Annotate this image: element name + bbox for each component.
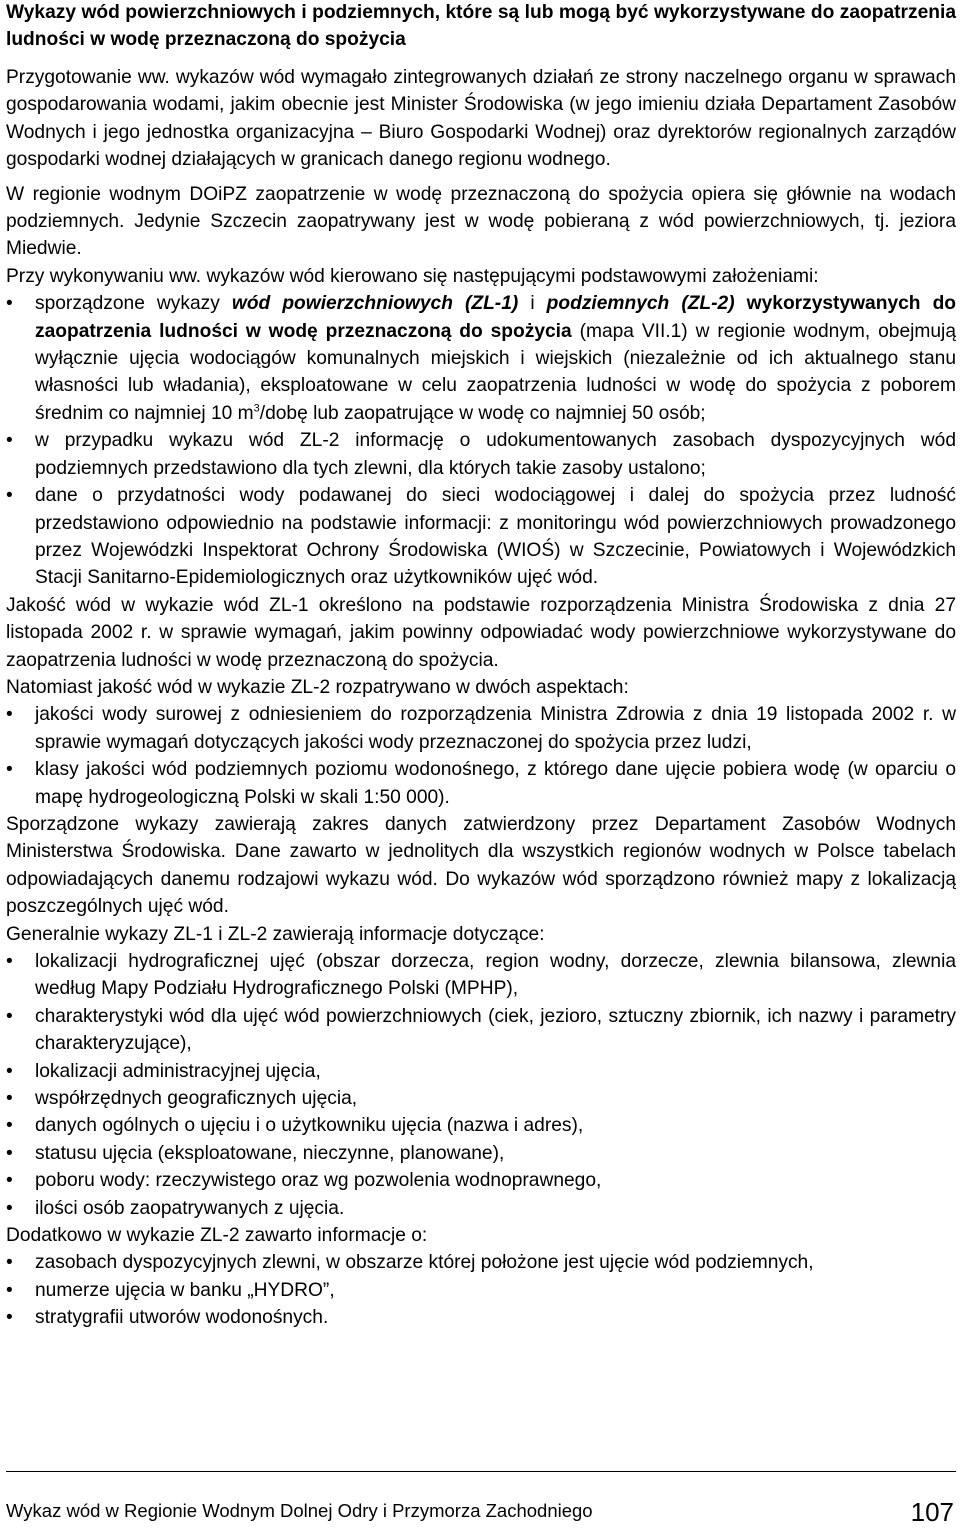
- document-body: [6, 0, 956, 1332]
- assumption-item: • w przypadku wykazu wód ZL-2 informację o udokumentowanych zasobach dyspozycyjnych wód podziemnych przedstawiono dla tych zlewni, dla których takie zasoby ustalono;: [6, 427, 956, 482]
- info-item: • ilości osób zaopatrywanych z ujęcia.: [6, 1195, 956, 1222]
- info-item: • danych ogólnych o ujęciu i o użytkowniku ujęcia (nazwa i adres),: [6, 1112, 956, 1139]
- info-item: • lokalizacji hydrograficznej ujęć (obszar dorzecza, region wodny, dorzecze, zlewnia bilansowa, zlewnia według Mapy Podziału Hydrograficznego Polski (MPHP),: [6, 948, 956, 1003]
- extra-item: • numerze ujęcia w banku „HYDRO”,: [6, 1277, 956, 1304]
- aspect-item: • jakości wody surowej z odniesieniem do rozporządzenia Ministra Zdrowia z dnia 19 listopada 2002 r. w sprawie wymagań dotyczących jakości wody przeznaczonej do spożycia przez ludzi,: [6, 701, 956, 756]
- extra-item: • zasobach dyspozycyjnych zlewni, w obszarze której położone jest ujęcie wód podziemnych,: [6, 1249, 956, 1276]
- assumptions-list: [6, 290, 956, 591]
- info-item: • lokalizacji administracyjnej ujęcia,: [6, 1058, 956, 1085]
- aspects-list: [6, 701, 956, 811]
- region-paragraph: W regionie wodnym DOiPZ zaopatrzenie w wodę przeznaczoną do spożycia opiera się głównie na wodach podziemnych. Jedynie Szczecin zaopatrywany jest w wodę pobieraną z wód powierzchniowych, tj. jeziora Miedwie.: [6, 183, 956, 260]
- assumption-item: • sporządzone wykazy wód powierzchniowych (ZL-1) i podziemnych (ZL-2) wykorzystywanych do zaopatrzenia ludności w wodę przeznaczoną do spożycia (mapa VII.1) w regionie wodnym, obejmują wyłącznie ujęcia wodociągów komunalnych miejskich i wiejskich (niezależnie od ich aktualnego stanu własności lub władania), eksploatowane w celu zaopatrzenia ludności w wodę do spożycia z poborem średnim co najmniej 10 $m^3$/dobę lub zaopatrujące w wodę co najmniej 50 osób;: [6, 290, 956, 427]
- info-item: • statusu ujęcia (eksploatowane, nieczynne, planowane),: [6, 1140, 956, 1167]
- intro-paragraph: Przygotowanie ww. wykazów wód wymagało zintegrowanych działań ze strony naczelnego organu w sprawach gospodarowania wodami, jakim obecnie jest Minister Środowiska (w jego imieniu działa Departament Zasobów Wodnych i jego jednostka organizacyjna – Biuro Gospodarki Wodnej) oraz dyrektorów regionalnych zarządów gospodarki wodnej działających w granicach danego regionu wodnego.: [6, 67, 956, 171]
- info-intro: Generalnie wykazy ZL-1 i ZL-2 zawierają informacje dotyczące:: [6, 923, 545, 945]
- extra-list: [6, 1249, 956, 1331]
- extra-item: • stratygrafii utworów wodonośnych.: [6, 1304, 956, 1331]
- info-item: • charakterystyki wód dla ujęć wód powierzchniowych (ciek, jezioro, sztuczny zbiornik, ich nazwy i parametry charakteryzujące),: [6, 1003, 956, 1058]
- info-list: [6, 948, 956, 1222]
- footer-divider: [6, 1471, 956, 1472]
- info-item: • współrzędnych geograficznych ujęcia,: [6, 1085, 956, 1112]
- scope-paragraph: Sporządzone wykazy zawierają zakres danych zatwierdzony przez Departament Zasobów Wodnych Ministerstwa Środowiska. Dane zawarto w jednolitych dla wszystkich regionów wodnych w Polsce tabelach odpowiadających danemu rodzajowi wykazu wód. Do wykazów wód sporządzono również mapy z lokalizacją poszczególnych ujęć wód.: [6, 813, 956, 918]
- aspect-item: • klasy jakości wód podziemnych poziomu wodonośnego, z którego dane ujęcie pobiera wodę (w oparciu o mapę hydrogeologiczną Polski w skali 1:50 000).: [6, 756, 956, 811]
- section-title: Wykazy wód powierzchniowych i podziemnych, które są lub mogą być wykorzystywane do zaopatrzenia ludności w wodę przeznaczoną do spożycia: [6, 2, 956, 50]
- page-number: 107: [910, 1497, 954, 1527]
- footer-title: Wykaz wód w Regionie Wodnym Dolnej Odry i Przymorza Zachodniego: [6, 1500, 593, 1521]
- info-item: • poboru wody: rzeczywistego oraz wg pozwolenia wodnoprawnego,: [6, 1167, 956, 1194]
- quality-zl1-paragraph: Jakość wód w wykazie wód ZL-1 określono na podstawie rozporządzenia Ministra Środowiska z dnia 27 listopada 2002 r. w sprawie wymagań, jakim powinny odpowiadać wody powierzchniowe wykorzystywane do zaopatrzenia ludności w wodę przeznaczoną do spożycia.: [6, 594, 956, 671]
- quality-zl2-intro: Natomiast jakość wód w wykazie ZL-2 rozpatrywano w dwóch aspektach:: [6, 676, 629, 698]
- assumption-item: • dane o przydatności wody podawanej do sieci wodociągowej i dalej do spożycia przez ludność przedstawiono odpowiednio na podstawie informacji: z monitoringu wód powierzchniowych prowadzonego przez Wojewódzki Inspektorat Ochrony Środowiska (WIOŚ) w Szczecinie, Powiatowych i Wojewódzkich Stacji Sanitarno-Epidemiologicznych oraz użytkowników ujęć wód.: [6, 482, 956, 592]
- extra-intro: Dodatkowo w wykazie ZL-2 zawarto informacje o:: [6, 1225, 428, 1247]
- assumptions-intro: Przy wykonywaniu ww. wykazów wód kierowano się następującymi podstawowymi założeniami:: [6, 265, 819, 287]
